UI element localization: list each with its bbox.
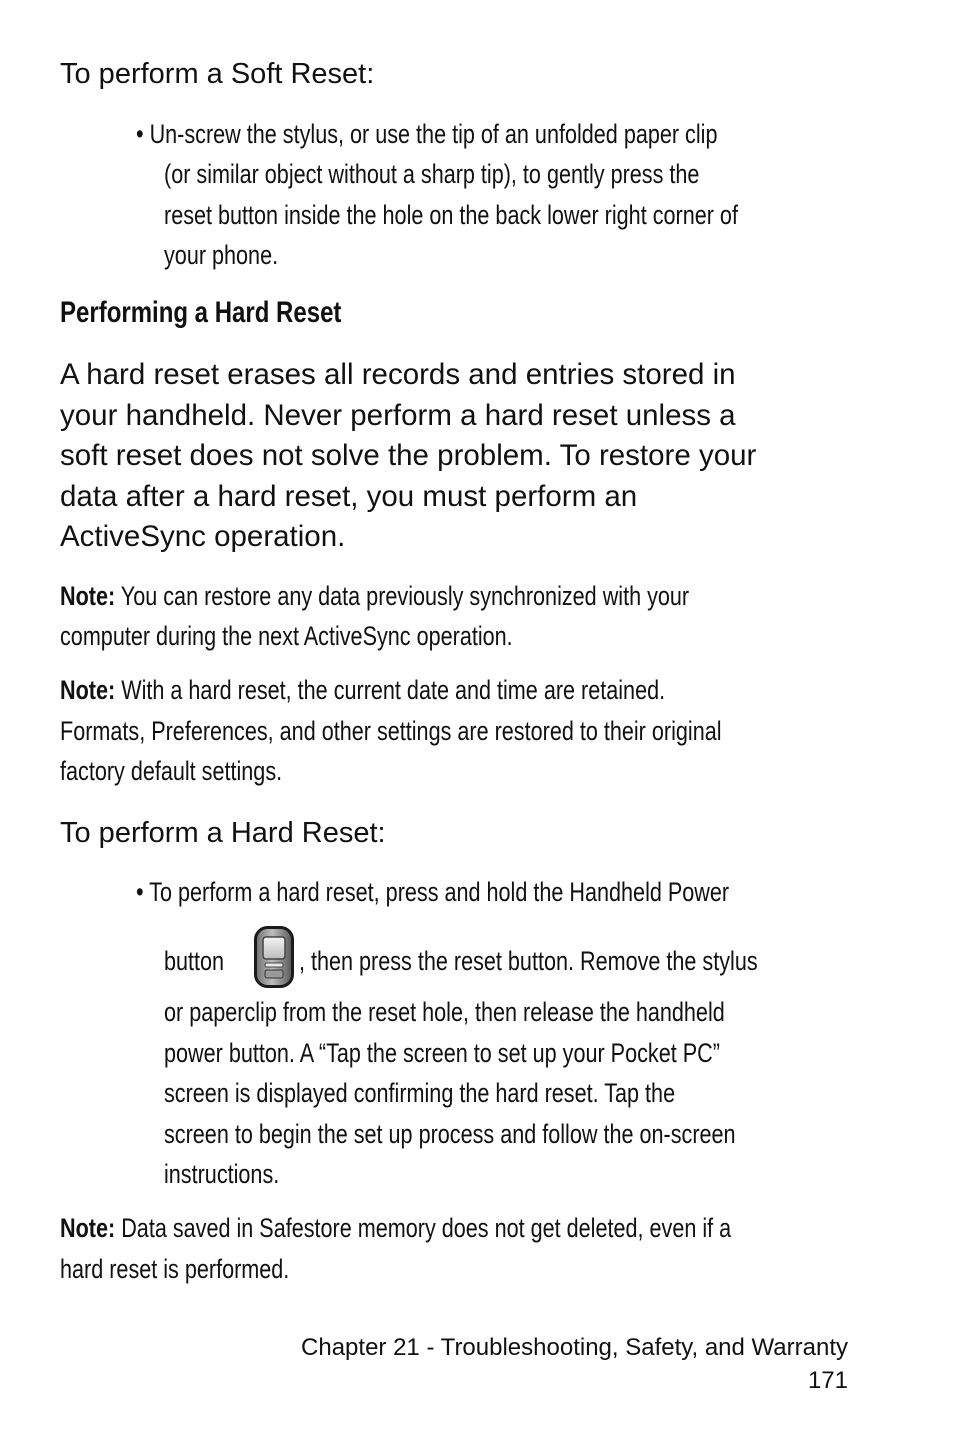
hard-reset-bullet-line-4: power button. A “Tap the screen to set up your Pocket PC”: [164, 1038, 720, 1068]
hard-reset-paragraph-line: data after a hard reset, you must perform an: [60, 479, 638, 513]
hard-reset-paragraph-line: soft reset does not solve the problem. To restore your: [60, 439, 757, 472]
hard-reset-bullet-line-5: screen is displayed confirming the hard reset. Tap the: [164, 1078, 676, 1108]
hard-reset-bullet-line-6: screen to begin the set up process and follow the on-screen: [164, 1119, 736, 1149]
footer-chapter-title: Chapter 21 - Troubleshooting, Safety, and Warranty: [301, 1334, 848, 1361]
hard-reset-bullet-line-2-rest: , then press the reset button. Remove the stylus: [299, 946, 758, 976]
handheld-power-button-icon: [254, 926, 294, 988]
hard-reset-paragraph-line: A hard reset erases all records and entries stored in: [60, 358, 736, 391]
soft-reset-bullet-line-1: • Un-screw the stylus, or use the tip of an unfolded paper clip: [136, 119, 718, 149]
note-2-label: Note:: [60, 675, 116, 705]
soft-reset-bullet-line-4: your phone.: [164, 240, 279, 270]
soft-reset-bullet-line-3: reset button inside the hole on the back lower right corner of: [164, 200, 738, 230]
note-1-text: You can restore any data previously synchronized with your: [115, 581, 690, 611]
note-3-line-1: [60, 1208, 731, 1249]
note-3-text: Data saved in Safestore memory does not get deleted, even if a: [115, 1213, 732, 1243]
hard-reset-button-word: button: [164, 946, 225, 976]
hard-reset-intro: To perform a Hard Reset:: [60, 817, 386, 849]
hard-reset-paragraph: [60, 355, 890, 558]
note-2-line-3: factory default settings.: [60, 756, 283, 786]
hard-reset-bullet-line-3: or paperclip from the reset hole, then release the handheld: [164, 997, 725, 1027]
hard-reset-bullet-line-7: instructions.: [164, 1159, 280, 1189]
note-2-line-1: [60, 670, 665, 711]
note-1-line-2: computer during the next ActiveSync operation.: [60, 621, 513, 651]
soft-reset-intro: To perform a Soft Reset:: [60, 58, 375, 90]
hard-reset-heading: Performing a Hard Reset: [60, 296, 342, 329]
note-3-line-2: hard reset is performed.: [60, 1254, 290, 1284]
page-number: 171: [807, 1367, 848, 1394]
note-2-text: With a hard reset, the current date and time are retained.: [115, 675, 666, 705]
soft-reset-bullet-line-2: (or similar object without a sharp tip), to gently press the: [164, 159, 700, 189]
note-1-line-1: [60, 576, 689, 617]
note-3-label: Note:: [60, 1213, 116, 1243]
hard-reset-paragraph-line: your handheld. Never perform a hard reset unless a: [60, 398, 736, 432]
hard-reset-bullet-line-1: • To perform a hard reset, press and hold the Handheld Power: [136, 877, 730, 907]
hard-reset-paragraph-line: ActiveSync operation.: [60, 520, 346, 553]
note-1-label: Note:: [60, 581, 116, 611]
note-2-line-2: Formats, Preferences, and other settings are restored to their original: [60, 716, 722, 746]
